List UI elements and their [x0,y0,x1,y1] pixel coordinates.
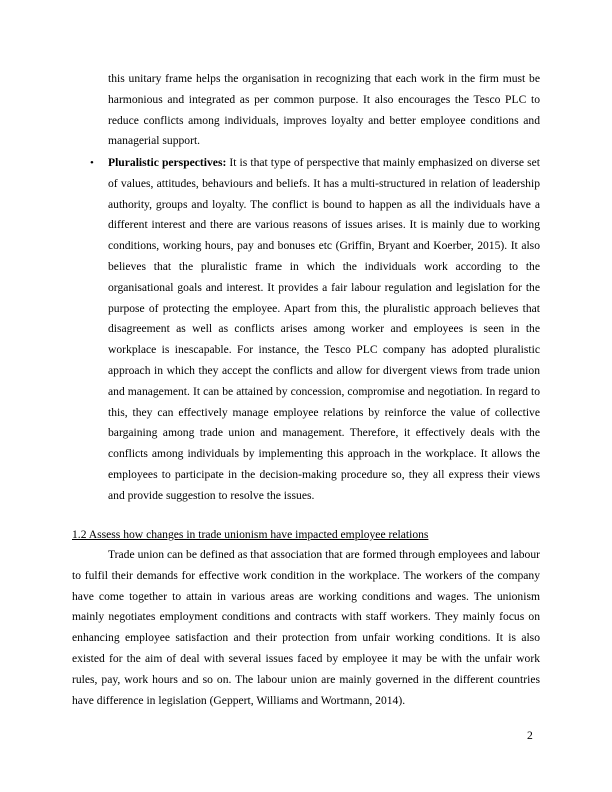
page-number: 2 [527,729,533,742]
bullet-label: Pluralistic perspectives: [108,156,227,169]
section-heading: 1.2 Assess how changes in trade unionism have impacted employee relations [72,528,429,541]
bullet-item [90,153,540,507]
bullet-dot-icon: • [90,157,94,169]
bullet-paragraph [108,153,540,507]
bullet-body: It is that type of perspective that mainly emphasized on diverse set of values, attitudes, behaviours and beliefs. It has a multi-structured in relation of leadership authority, groups and loyalty. The conflict is bound to happen as all the individuals have a different interest and there are various reasons of issues arises. It is mainly due to working conditions, working hours, pay and bonuses etc (Griffin, Bryant and Koerber, 2015). It also believes that the pluralistic frame in which the individuals work according to the organisational goals and interest. It provides a fair labour regulation and legislation for the purpose of protecting the employee. Apart from this, the pluralistic approach believes that disagreement as well as conflicts arises among worker and employees is seen in the workplace is inescapable. For instance, the Tesco PLC company has adopted pluralistic approach in which they accept the conflicts and allow for divergent views from trade union and management. It can be attained by concession, compromise and negotiation. In regard to this, they can effectively manage employee relations by reinforce the value of collective bargaining among trade union and management. Therefore, it effectively deals with the conflicts among individuals by implementing this approach in the workplace. It allows the employees to participate in the decision-making procedure so, they all express their views and provide suggestion to resolve the issues. [108,156,540,502]
section-paragraph: Trade union can be defined as that association that are formed through employees and labour to fulfil their demands for effective work condition in the workplace. The workers of the company have come together to attain in various areas are working conditions and wages. The unionism mainly negotiates employment conditions and contracts with staff workers. They mainly focus on enhancing employee satisfaction and their protection from unfair working conditions. It is also existed for the aim of deal with several issues faced by employee it may be with the unfair work rules, pay, work hours and so on. The labour union are mainly governed in the different countries have difference in legislation (Geppert, Williams and Wortmann, 2014). [72,548,540,707]
continued-paragraph: this unitary frame helps the organisation in recognizing that each work in the firm must be harmonious and integrated as per common purpose. It also encourages the Tesco PLC to reduce conflicts among individuals, improves loyalty and better employee conditions and managerial support. [108,72,540,148]
